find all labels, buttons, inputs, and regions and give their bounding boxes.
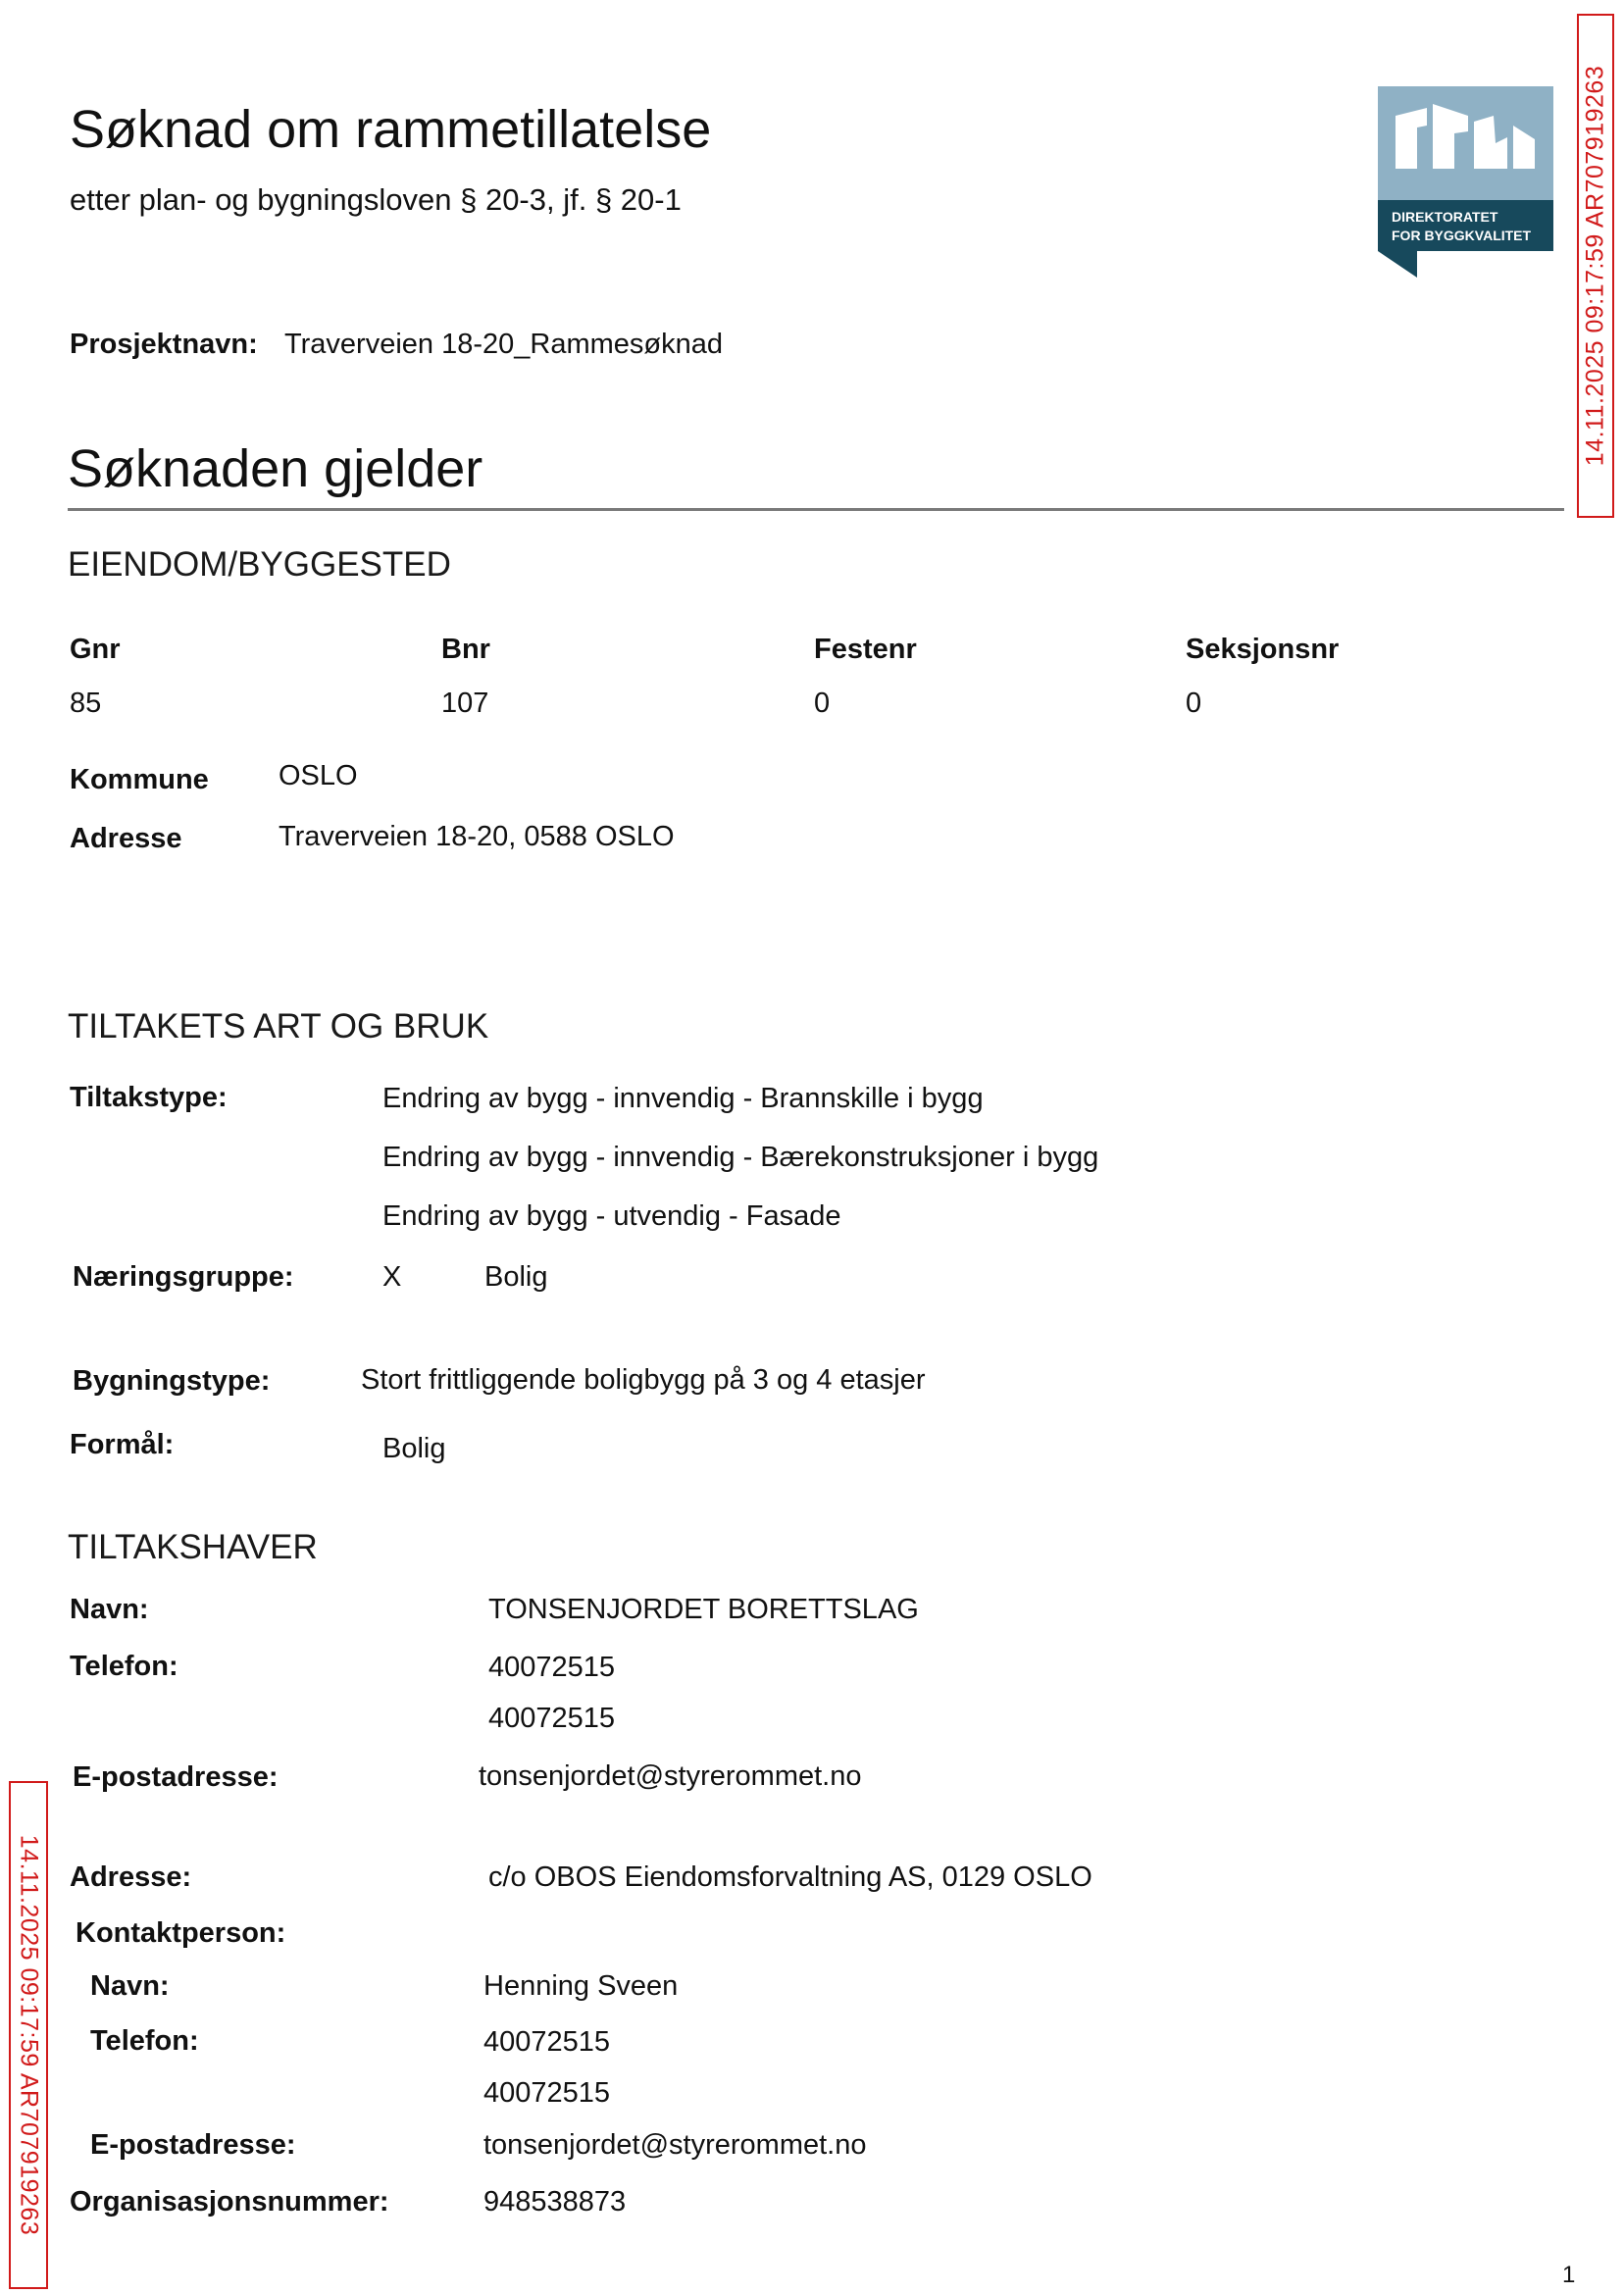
column-header-bnr: Bnr [441,634,490,665]
kontakt-navn-label: Navn: [90,1970,170,2002]
organisasjonsnummer-label: Organisasjonsnummer: [70,2186,389,2218]
tiltakshaver-adresse-label: Adresse: [70,1861,192,1893]
telefon-label: Telefon: [70,1651,178,1682]
tiltakshaver-adresse-value: c/o OBOS Eiendomsforvaltning AS, 0129 OSLO [488,1861,1092,1893]
naeringsgruppe-code: X [382,1261,402,1293]
bnr-value: 107 [441,688,489,719]
property-heading: EIENDOM/BYGGESTED [68,545,451,584]
kontakt-telefon-value: 40072515 [483,2026,611,2058]
seksjonsnr-value: 0 [1186,688,1202,719]
formal-label: Formål: [70,1429,175,1460]
dibk-logo [1378,86,1553,278]
kontakt-navn-value: Henning Sveen [483,1970,679,2002]
project-name-value: Traverveien 18-20_Rammesøknad [284,329,724,360]
received-stamp [9,1781,48,2289]
logo-line-1: DIREKTORATET [1392,209,1498,225]
tiltakstype-item: Endring av bygg - innvendig - Brannskille i bygg [382,1083,984,1114]
page-number: 1 [1562,2262,1576,2288]
naeringsgruppe-label: Næringsgruppe: [73,1261,294,1293]
organisasjonsnummer-value: 948538873 [483,2186,627,2218]
section-divider [68,508,1564,511]
tiltak-heading: TILTAKETS ART OG BRUK [68,1007,489,1045]
document-subtitle: etter plan- og bygningsloven § 20-3, jf. § 20-1 [70,182,682,217]
bygningstype-label: Bygningstype: [73,1365,271,1397]
logo-line-2: FOR BYGGKVALITET [1392,228,1532,243]
tiltakstype-item: Endring av bygg - innvendig - Bærekonstruksjoner i bygg [382,1142,1099,1173]
epost-value: tonsenjordet@styrerommet.no [479,1760,862,1792]
formal-value: Bolig [382,1433,446,1464]
received-stamp-text: 14.11.2025 09:17:59 AR707919263 [15,1834,43,2236]
kontakt-telefon-label: Telefon: [90,2025,199,2057]
navn-value: TONSENJORDET BORETTSLAG [488,1594,919,1625]
adresse-label: Adresse [70,823,182,854]
kommune-label: Kommune [70,764,209,795]
column-header-gnr: Gnr [70,634,121,665]
column-header-festenr: Festenr [814,634,917,665]
received-stamp [1577,14,1614,518]
kontakt-epost-value: tonsenjordet@styrerommet.no [483,2129,867,2161]
project-name-label: Prosjektnavn: [70,329,258,360]
gnr-value: 85 [70,688,102,719]
navn-label: Navn: [70,1594,149,1625]
adresse-value: Traverveien 18-20, 0588 OSLO [279,821,675,852]
festenr-value: 0 [814,688,831,719]
kommune-value: OSLO [279,760,358,791]
telefon-value: 40072515 [488,1703,616,1734]
dibk-logo-icon [1378,86,1553,278]
column-header-seksjonsnr: Seksjonsnr [1186,634,1340,665]
document-title: Søknad om rammetillatelse [70,100,712,159]
tiltakstype-label: Tiltakstype: [70,1082,228,1113]
telefon-value: 40072515 [488,1652,616,1683]
naeringsgruppe-value: Bolig [484,1261,548,1293]
kontaktperson-label: Kontaktperson: [76,1917,286,1949]
kontakt-telefon-value: 40072515 [483,2077,611,2109]
section-title: Søknaden gjelder [68,439,483,498]
tiltakstype-item: Endring av bygg - utvendig - Fasade [382,1200,841,1232]
bygningstype-value: Stort frittliggende boligbygg på 3 og 4 etasjer [361,1364,926,1396]
epost-label: E-postadresse: [73,1761,279,1793]
kontakt-epost-label: E-postadresse: [90,2129,296,2161]
tiltakshaver-heading: TILTAKSHAVER [68,1528,318,1566]
received-stamp-text: 14.11.2025 09:17:59 AR707919263 [1581,65,1609,467]
